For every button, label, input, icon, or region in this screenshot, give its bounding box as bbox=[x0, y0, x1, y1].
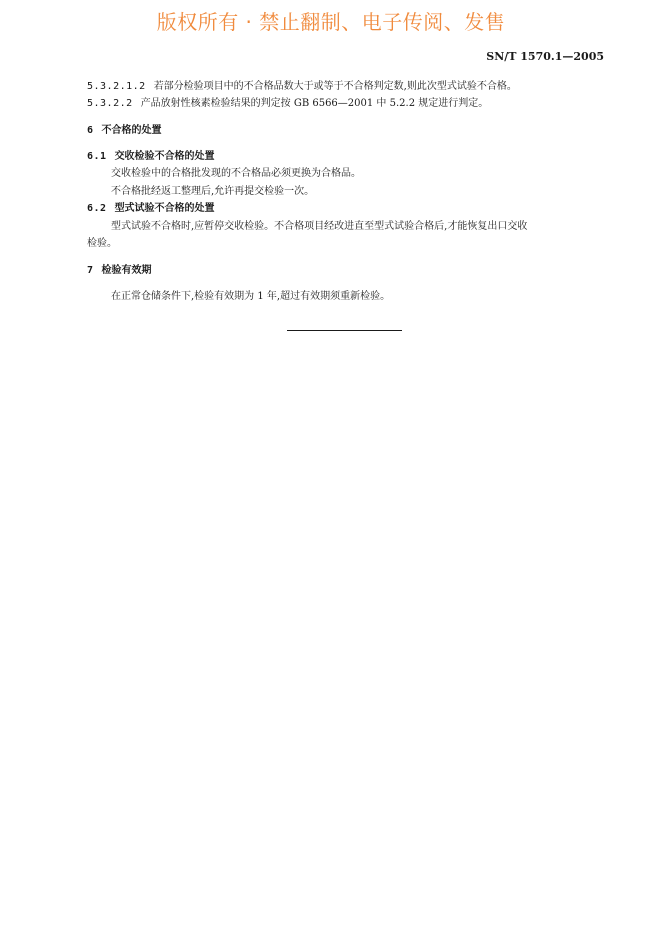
section-title: 型式试验不合格的处置 bbox=[114, 203, 215, 214]
clause-number: 5.3.2.2 bbox=[87, 98, 133, 109]
clause-5-3-2-2 bbox=[87, 97, 488, 111]
section-6-2-heading bbox=[87, 202, 215, 216]
clause-5-3-2-1-2 bbox=[87, 80, 517, 94]
section-number: 6 bbox=[87, 125, 94, 136]
section-number: 6.1 bbox=[87, 151, 107, 162]
section-6-1-paragraph-2: 不合格批经返工整理后,允许再提交检验一次。 bbox=[111, 186, 315, 197]
section-title: 交收检验不合格的处置 bbox=[114, 151, 215, 162]
section-6-1-heading bbox=[87, 150, 215, 164]
document-code: SN/T 1570.1—2005 bbox=[486, 50, 604, 63]
section-7-paragraph-1: 在正常仓储条件下,检验有效期为 1 年,超过有效期须重新检验。 bbox=[111, 291, 391, 302]
clause-text: 若部分检验项目中的不合格品数大于或等于不合格判定数,则此次型式试验不合格。 bbox=[153, 81, 517, 92]
section-6-2-paragraph-line-2: 检验。 bbox=[87, 238, 117, 249]
section-number: 7 bbox=[87, 265, 94, 276]
clause-text: 产品放射性核素检验结果的判定按 GB 6566—2001 中 5.2.2 规定进行判定。 bbox=[140, 98, 489, 109]
copyright-watermark: 版权所有 · 禁止翻制、电子传阅、发售 bbox=[156, 10, 506, 34]
section-title: 不合格的处置 bbox=[101, 125, 162, 136]
clause-number: 5.3.2.1.2 bbox=[87, 81, 146, 92]
section-number: 6.2 bbox=[87, 203, 107, 214]
section-title: 检验有效期 bbox=[101, 265, 152, 276]
section-6-1-paragraph-1: 交收检验中的合格批发现的不合格品必须更换为合格品。 bbox=[111, 168, 361, 179]
section-6-2-paragraph-line-1: 型式试验不合格时,应暂停交收检验。不合格项目经改进直至型式试验合格后,才能恢复出口交收 bbox=[111, 221, 528, 232]
end-of-document-rule bbox=[287, 330, 402, 331]
section-7-heading bbox=[87, 264, 152, 278]
section-6-heading bbox=[87, 124, 162, 138]
